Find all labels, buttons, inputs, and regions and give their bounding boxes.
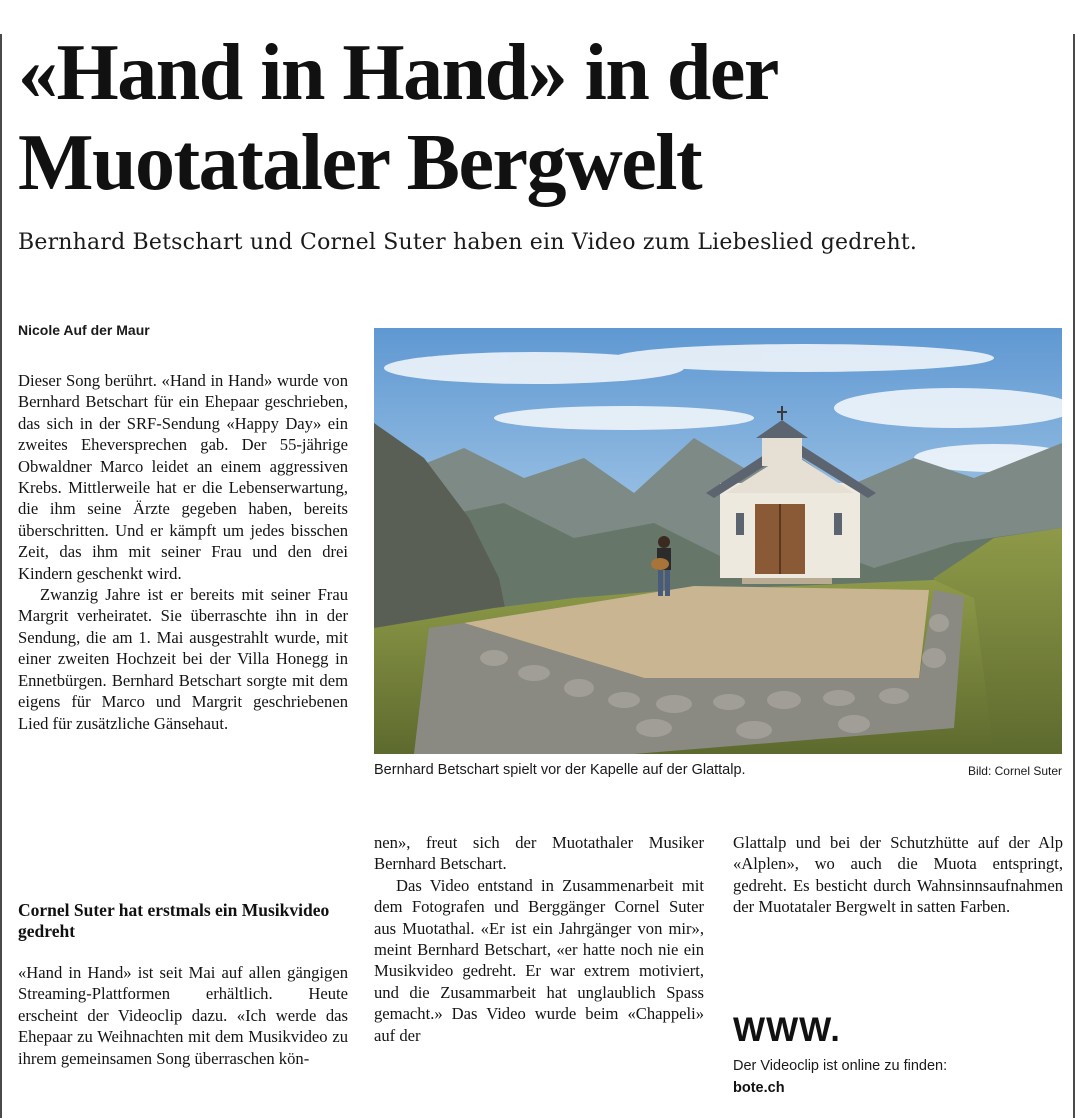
infobox-text: Der Videoclip ist online zu finden: (733, 1058, 948, 1074)
article-column-1-continued (18, 962, 348, 1069)
article-photo (374, 328, 1062, 754)
infobox-heading: WWW. (733, 1011, 841, 1049)
paragraph: nen», freut sich der Muotathaler Musiker Bernhard Betschart. (374, 833, 704, 874)
chapel-landscape-illustration (374, 328, 1062, 754)
page-edge-left (0, 34, 2, 1118)
paragraph: Glattalp und bei der Schutzhütte auf der Alp «Alplen», wo auch die Muota entspringt, gedreht. Es besticht durch Wahnsinnsaufnahmen der Muotataler Bergwelt in satten Farben. (733, 833, 1063, 917)
paragraph: Zwanzig Jahre ist er bereits mit seiner Frau Margrit verheiratet. Sie überraschte ihn in der Sendung, die am 1. Mai ausgestrahlt wurde, mit einer zweiten Hochzeit bei der Villa Honegg in Ennetbürgen. Bernhard Betschart sorgte mit dem eigens für Marco und Margrit geschriebenen Lied für zusätzliche Gänsehaut. (18, 585, 348, 733)
paragraph: Das Video entstand in Zusammenarbeit mit dem Fotografen und Berggänger Cornel Suter aus Muotathal. «Er ist ein Jahrgänger von mir», meint Bernhard Betschart, «er hatte noch nie ein Musikvideo gedreht. Er war extrem motiviert, und die Zusammarbeit hat unglaublich Spass gemacht.» Das Video wurde beim «Chappeli» auf der (374, 875, 704, 1045)
author-byline: Nicole Auf der Maur (18, 322, 150, 338)
article-column-3 (733, 832, 1063, 918)
headline-line-2: Muotataler Bergwelt (18, 119, 702, 207)
photo-caption (374, 762, 1062, 784)
article-column-1 (18, 370, 348, 734)
page-edge-right (1073, 34, 1075, 1118)
caption-text: Bernhard Betschart spielt vor der Kapelle auf der Glattalp. (374, 762, 746, 778)
headline (18, 28, 1068, 208)
photo-credit: Bild: Cornel Suter (967, 764, 1062, 778)
paragraph: Dieser Song berührt. «Hand in Hand» wurde von Bernhard Betschart für ein Ehepaar geschrieben, das sich in der SRF-Sendung «Happy Day» ein zweites Eheversprechen gab. Der 55-jährige Obwaldner Marco leidet an einem aggressiven Krebs. Mittlerweile hat er die Lebenserwartung, die ihm seine Ärzte gegeben haben, bereits überschritten. Und er kämpft um jedes bisschen Zeit, das ihm mit seiner Frau und den drei Kindern geschenkt wird. (18, 371, 348, 583)
paragraph: «Hand in Hand» ist seit Mai auf allen gängigen Streaming-Plattformen erhältlich. Heute erscheint der Videoclip dazu. «Ich werde das Ehepaar zu Weihnachten mit dem Musikvideo zu ihrem gemeinsamen Song überraschen kön- (18, 963, 348, 1068)
headline-line-1: «Hand in Hand» in der (18, 29, 778, 117)
article-column-2 (374, 832, 704, 1046)
infobox-link[interactable]: bote.ch (733, 1080, 785, 1096)
subtitle: Bernhard Betschart und Cornel Suter haben ein Video zum Liebeslied gedreht. (18, 230, 918, 255)
crosshead: Cornel Suter hat erstmals ein Musikvideo gedreht (18, 900, 330, 941)
